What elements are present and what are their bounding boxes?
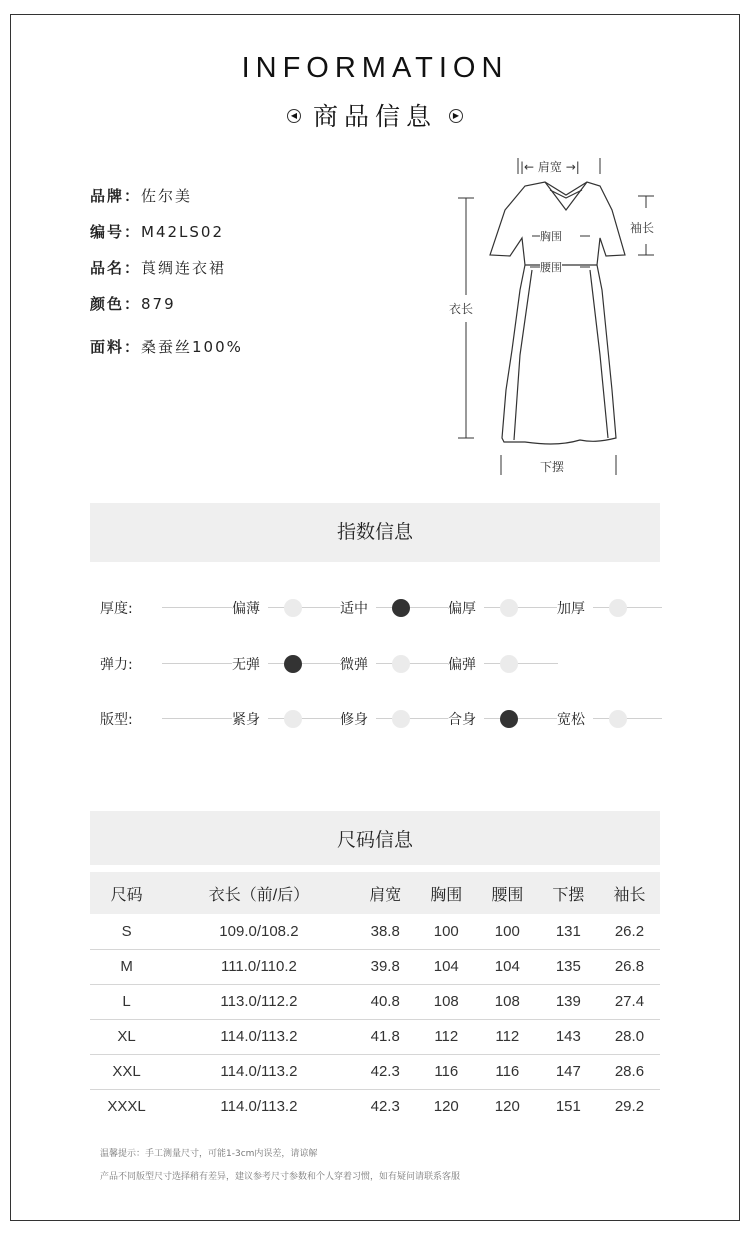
size-table [90, 872, 660, 1124]
size-section-title: 尺码信息 [90, 811, 660, 865]
note-measurement: 温馨提示：手工测量尺寸，可能1-3cm内误差，请谅解 [100, 1149, 318, 1159]
table-cell: XXXL [107, 1098, 146, 1116]
size-table-body [90, 914, 660, 1124]
table-cell: 104 [477, 949, 538, 984]
table-cell: 112 [416, 1019, 477, 1054]
unselected-dot-icon [609, 710, 627, 728]
table-cell: 39.8 [355, 949, 416, 984]
table-cell: 113.0/112.2 [163, 984, 355, 1019]
table-cell: 42.3 [370, 1098, 400, 1116]
table-cell: 143 [538, 1019, 599, 1054]
info-code: 编号：M42LS02 [90, 223, 225, 241]
table-cell: 42.3 [355, 1054, 416, 1089]
size-table-header [90, 872, 660, 914]
index-row-label: 弹力: [100, 657, 133, 673]
info-color: 颜色：879 [90, 295, 176, 313]
size-table-column-header: 袖长 [599, 872, 660, 914]
title-english: INFORMATION [241, 52, 509, 84]
table-cell: 100 [477, 914, 538, 949]
index-row [100, 596, 665, 620]
table-cell: 108 [416, 984, 477, 1019]
table-cell: 135 [538, 949, 599, 984]
unselected-dot-icon [284, 599, 302, 617]
hem-label: 下摆 [540, 460, 565, 474]
table-row [90, 914, 660, 949]
table-cell: 112 [477, 1019, 538, 1054]
table-cell: 108 [477, 984, 538, 1019]
length-label: 衣长 [449, 302, 474, 316]
table-row [90, 1054, 660, 1089]
size-table-column-header: 肩宽 [355, 872, 416, 914]
index-row [100, 707, 665, 731]
chest-label: 胸围 [540, 230, 562, 243]
table-cell: 114.0/113.2 [163, 1019, 355, 1054]
table-cell: L [90, 984, 163, 1019]
table-cell: 100 [416, 914, 477, 949]
table-row [90, 1089, 660, 1124]
index-option-label: 微弹 [340, 654, 376, 674]
table-cell: 41.8 [355, 1019, 416, 1054]
table-cell: 114.0/113.2 [163, 1054, 355, 1089]
index-option-label: 偏薄 [232, 598, 268, 618]
dress-outline-icon [440, 150, 670, 490]
note-sizing: 产品不同版型尺寸选择稍有差异，建议参考尺寸参数和个人穿着习惯，如有疑问请联系客服 [100, 1172, 461, 1182]
size-table-column-header: 衣长（前/后） [163, 872, 355, 914]
selected-dot-icon [392, 599, 410, 617]
size-table-column-header: 下摆 [538, 872, 599, 914]
right-arrow-icon: ▶ [449, 109, 463, 123]
table-cell: 147 [538, 1054, 599, 1089]
index-row-label: 版型: [100, 712, 133, 728]
table-cell: 111.0/110.2 [163, 949, 355, 984]
waist-label: 腰围 [540, 261, 562, 274]
index-option-label: 合身 [448, 709, 484, 729]
table-cell: 116 [477, 1054, 538, 1089]
index-option-label: 修身 [340, 709, 376, 729]
info-name: 品名：莨绸连衣裙 [90, 259, 227, 277]
table-cell: 139 [538, 984, 599, 1019]
unselected-dot-icon [500, 655, 518, 673]
table-cell: 114.0/113.2 [220, 1098, 298, 1116]
table-cell: 109.0/108.2 [163, 914, 355, 949]
index-option-label: 偏弹 [448, 654, 484, 674]
size-table-column-header: 尺码 [90, 872, 163, 914]
size-table-column-header: 腰围 [477, 872, 538, 914]
table-cell: 28.0 [599, 1019, 660, 1054]
size-table-column-header: 胸围 [416, 872, 477, 914]
index-option-label: 偏厚 [448, 598, 484, 618]
index-option-label: 宽松 [557, 709, 593, 729]
unselected-dot-icon [392, 655, 410, 673]
table-cell: 116 [416, 1054, 477, 1089]
index-row-label: 厚度: [100, 601, 133, 617]
selected-dot-icon [284, 655, 302, 673]
table-row [90, 984, 660, 1019]
table-cell: 28.6 [599, 1054, 660, 1089]
unselected-dot-icon [500, 599, 518, 617]
table-cell: XL [90, 1019, 163, 1054]
title-chinese [0, 97, 750, 133]
table-cell: 120 [433, 1098, 459, 1116]
table-cell: 104 [416, 949, 477, 984]
index-option-label: 加厚 [557, 598, 593, 618]
unselected-dot-icon [392, 710, 410, 728]
index-option-label: 紧身 [232, 709, 268, 729]
table-cell: 151 [555, 1098, 581, 1116]
shoulder-label: |← 肩宽 →| [520, 160, 580, 174]
index-section-title: 指数信息 [90, 503, 660, 562]
table-cell: 120 [494, 1098, 520, 1116]
title-chinese-text: 商品信息 [312, 102, 437, 131]
table-cell: 27.4 [599, 984, 660, 1019]
table-cell: 26.8 [599, 949, 660, 984]
table-cell: XXL [90, 1054, 163, 1089]
unselected-dot-icon [284, 710, 302, 728]
table-cell: 131 [538, 914, 599, 949]
table-cell: 29.2 [614, 1098, 645, 1116]
table-row [90, 1019, 660, 1054]
table-cell: 38.8 [355, 914, 416, 949]
left-arrow-icon: ◀ [287, 109, 301, 123]
index-row [100, 652, 665, 676]
info-brand: 品牌：佐尔美 [90, 187, 193, 205]
table-row [90, 949, 660, 984]
table-cell: S [90, 914, 163, 949]
dress-diagram [440, 150, 670, 490]
table-cell: 40.8 [355, 984, 416, 1019]
sleeve-label: 袖长 [630, 221, 655, 235]
unselected-dot-icon [609, 599, 627, 617]
info-fabric: 面料：桑蚕丝100% [90, 338, 243, 356]
index-option-label: 无弹 [232, 654, 268, 674]
selected-dot-icon [500, 710, 518, 728]
table-cell: M [90, 949, 163, 984]
table-cell: 26.2 [599, 914, 660, 949]
index-option-label: 适中 [340, 598, 376, 618]
